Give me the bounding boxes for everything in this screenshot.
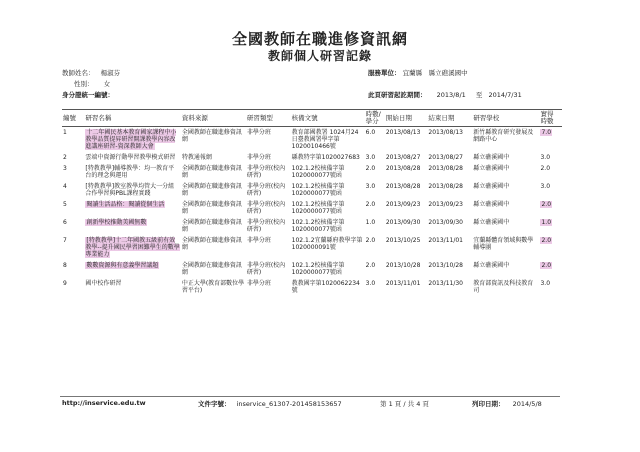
footer-page-mid: 頁 / 共 (394, 400, 415, 408)
footer-docno-value: inservice_61307-201458153657 (236, 400, 342, 408)
cell-start (385, 152, 428, 163)
cell-school (472, 199, 539, 217)
cell-start (385, 235, 428, 260)
cell-school (472, 127, 539, 153)
cell-name-text: 閱讀生活品格：閱讀從個生活 (86, 201, 165, 208)
cell-name (84, 235, 180, 260)
cell-source (181, 163, 246, 181)
cell-school-text: 縣立礁溪國中 (473, 154, 510, 161)
table-row (62, 217, 562, 235)
cell-source (181, 278, 246, 296)
cell-start-text: 2013/09/30 (385, 219, 421, 226)
cell-name-text: [特教教學]輔導教學：均一教育平台的理念與運用 (85, 165, 175, 179)
table-row (62, 199, 562, 217)
cell-source-text: 全國教師在職進修資訊網 (181, 165, 242, 179)
cell-source (181, 235, 246, 260)
cell-doc-text: 102.1.2校核備字第1020000077號函 (291, 183, 345, 197)
cell-hours-text: 3.0 (365, 154, 376, 161)
cell-school-text: 縣立礁溪國中 (473, 219, 510, 226)
footer-page-prefix: 第 (380, 400, 387, 408)
cell-school-text: 縣立礁溪國中 (473, 201, 510, 208)
cell-hours (365, 181, 385, 199)
header-actual-bottom: 時數 (540, 117, 554, 125)
cell-end (427, 127, 472, 153)
cell-doc (291, 152, 365, 163)
cell-doc-text: 102.1.2校核備字第1020000077號函 (291, 262, 345, 276)
table-row (62, 260, 562, 278)
cell-doc (291, 127, 365, 153)
cell-hours-text: 6.0 (365, 129, 376, 136)
cell-source (181, 152, 246, 163)
gender-value: 女 (103, 80, 111, 88)
cell-start (385, 127, 428, 153)
cell-end (427, 235, 472, 260)
cell-start (385, 260, 428, 278)
cell-start-text: 2013/08/13 (385, 129, 421, 136)
cell-start-text: 2013/10/28 (385, 262, 421, 269)
training-records-table (62, 109, 562, 296)
cell-hours (365, 163, 385, 181)
cell-doc (291, 235, 365, 260)
cell-no (62, 278, 84, 296)
footer-print (472, 399, 542, 408)
cell-end-text: 2013/11/30 (428, 280, 463, 287)
cell-name (84, 260, 180, 278)
cell-source-text: 全國教師在職進修資訊網 (181, 262, 242, 276)
cell-hours (365, 217, 385, 235)
cell-start-text: 2013/08/28 (385, 165, 421, 172)
cell-hours-text: 3.0 (365, 183, 376, 190)
cell-start-text: 2013/09/23 (385, 201, 421, 208)
cell-name-text: 國中校作研習 (85, 280, 122, 287)
cell-type (246, 127, 291, 153)
cell-hours (365, 127, 385, 153)
cell-type (246, 199, 291, 217)
cell-end (427, 152, 472, 163)
cell-no (62, 127, 84, 153)
cell-hours-text: 2.0 (365, 237, 376, 244)
cell-hours-text: 2.0 (365, 262, 376, 269)
cell-no (62, 260, 84, 278)
footer-page (380, 399, 429, 408)
cell-actual-text: 2.0 (541, 237, 552, 244)
document-title: 全國教師在職進修資訊網 (231, 30, 408, 48)
cell-school-text: 縣立礁溪國中 (473, 165, 510, 172)
cell-no-text: 7 (63, 237, 67, 244)
cell-doc (291, 199, 365, 217)
cell-end-text: 2013/08/28 (428, 183, 463, 190)
cell-no-text: 6 (63, 219, 67, 226)
footer-page-current: 1 (388, 400, 393, 408)
cell-no (62, 163, 84, 181)
cell-actual-text: 2.0 (540, 165, 551, 172)
header-no: 編號 (62, 110, 84, 127)
teacher-name (62, 68, 120, 77)
cell-name (84, 181, 180, 199)
table-row (62, 163, 562, 181)
cell-name-text: 數數資源與有意義學習議題 (86, 262, 159, 269)
service-unit-value: 宜蘭縣 縣立礁溪國中 (402, 69, 468, 77)
cell-start-text: 2013/10/25 (385, 237, 421, 244)
table-row (62, 235, 562, 260)
period (368, 90, 522, 99)
table-row (62, 152, 562, 163)
service-unit-label: 服務單位： (368, 69, 401, 77)
cell-school-text: 縣立礁溪國中 (473, 262, 510, 269)
cell-doc (291, 217, 365, 235)
cell-hours (365, 152, 385, 163)
cell-doc-text: 教育部國教署 1024月24日臺教國署學字第1020010466號 (291, 129, 359, 150)
cell-school-text: 宜蘭縣體育領域與數學輔導團 (473, 237, 534, 251)
cell-source (181, 181, 246, 199)
footer-print-date: 2014/5/8 (512, 400, 542, 408)
teacher-name-label: 教師姓名： (62, 69, 95, 77)
cell-actual (539, 278, 562, 296)
cell-name (84, 127, 180, 153)
cell-name-text: 雲端中資源行動學習教學模式研習 (85, 154, 176, 161)
cell-name-text: 十二年國民基本教育國家課程中小教學品質提昇研習開課教學內容改進講座研習-資深教師大會 (85, 129, 177, 150)
cell-start-text: 2013/11/01 (385, 280, 421, 287)
cell-doc-text: 教教國字第1020062234號 (291, 280, 360, 294)
cell-actual (539, 181, 562, 199)
cell-end-text: 2013/08/28 (428, 165, 463, 172)
gender-label: 性別： (74, 80, 94, 88)
cell-school (472, 278, 539, 296)
cell-end-text: 2013/09/23 (428, 201, 463, 208)
table-row (62, 278, 562, 296)
cell-school-text: 教育部資訊及科技教育司 (473, 280, 534, 294)
cell-actual-text: 3.0 (540, 280, 551, 287)
cell-name-text: [特教教學]教室教學均管大一分組合作學習與PBL課程實踐 (85, 183, 175, 197)
cell-start (385, 181, 428, 199)
header-end: 結束日期 (427, 110, 472, 127)
cell-doc (291, 181, 365, 199)
cell-actual (539, 152, 562, 163)
cell-hours (365, 235, 385, 260)
cell-end-text: 2013/10/28 (428, 262, 463, 269)
cell-school-text: 縣立礁溪國中 (473, 183, 510, 190)
header-type: 研習類型 (246, 110, 291, 127)
cell-source-text: 全國教師在職進修資訊網 (181, 201, 242, 215)
cell-type (246, 163, 291, 181)
cell-actual-text: 2.0 (541, 201, 552, 208)
cell-hours (365, 199, 385, 217)
cell-type (246, 217, 291, 235)
cell-hours-text: 3.0 (365, 280, 376, 287)
cell-type-text: 非學分班(校內研習) (246, 165, 286, 179)
id-number-label: 身分證統一編號： (62, 91, 114, 99)
footer-url: http://inservice.edu.tw (62, 399, 146, 407)
teacher-name-value: 楊淑芬 (100, 69, 121, 77)
cell-type-text: 非學分班 (246, 280, 271, 287)
cell-type-text: 非學分班(校內研習) (246, 262, 286, 276)
cell-type-text: 非學分班 (246, 129, 271, 136)
cell-doc (291, 163, 365, 181)
header-name: 研習名稱 (84, 110, 180, 127)
cell-source (181, 199, 246, 217)
footer-print-label: 列印日期： (472, 400, 505, 408)
header-hours-bottom: 學分 (365, 117, 379, 125)
cell-hours (365, 278, 385, 296)
cell-source-text: 全國教師在職進修資訊網 (181, 237, 242, 251)
footer-page-total: 4 (416, 400, 421, 408)
cell-source-text: 特教通報網 (181, 154, 212, 161)
table-row (62, 127, 562, 153)
cell-name (84, 152, 180, 163)
cell-no (62, 217, 84, 235)
cell-end (427, 278, 472, 296)
cell-no-text: 4 (63, 183, 67, 190)
cell-actual (539, 217, 562, 235)
cell-actual (539, 199, 562, 217)
header-actual-top: 實得 (540, 110, 554, 118)
id-number (62, 90, 114, 99)
cell-type-text: 非學分班 (246, 154, 271, 161)
cell-actual-text: 7.0 (541, 129, 552, 136)
footer-docno (198, 399, 342, 408)
cell-name (84, 278, 180, 296)
cell-start (385, 199, 428, 217)
period-to: 至 (475, 91, 483, 99)
cell-no-text: 3 (63, 165, 67, 172)
cell-doc-text: 102.1.2校核備字第1020000077號函 (291, 165, 345, 179)
cell-hours (365, 260, 385, 278)
cell-school (472, 152, 539, 163)
cell-hours-text: 2.0 (365, 201, 376, 208)
cell-end-text: 2013/09/30 (428, 219, 463, 226)
table-header-row (62, 110, 562, 127)
cell-doc-text: 102.1.2校核備字第1020000077號函 (291, 219, 345, 233)
cell-end-text: 2013/08/13 (428, 129, 463, 136)
cell-source-text: 全國教師在職進修資訊網 (181, 129, 242, 143)
cell-end (427, 163, 472, 181)
cell-name (84, 163, 180, 181)
cell-actual (539, 127, 562, 153)
cell-start (385, 278, 428, 296)
cell-name-text: [特教教學]十二年國教五級前有效教學--提升國民學習困難學生的數學專業能力 (85, 237, 180, 258)
cell-actual-text: 3.0 (540, 183, 551, 190)
cell-hours-text: 2.0 (365, 165, 376, 172)
cell-actual-text: 3.0 (540, 154, 551, 161)
header-hours-top: 時數/ (365, 110, 381, 118)
cell-school-text: 新竹縣教育研究發展及網路中心 (473, 129, 534, 143)
cell-school (472, 163, 539, 181)
cell-end (427, 199, 472, 217)
cell-source (181, 260, 246, 278)
cell-no (62, 199, 84, 217)
cell-school (472, 235, 539, 260)
document-subtitle: 教師個人研習記錄 (267, 49, 372, 63)
cell-source-text: 全國教師在職進修資訊網 (181, 183, 242, 197)
cell-type-text: 非學分班(校內研習) (246, 201, 286, 215)
cell-start-text: 2013/08/27 (385, 154, 421, 161)
cell-no-text: 8 (63, 262, 67, 269)
period-label: 此頁研習起訖期間： (368, 91, 427, 99)
cell-no (62, 235, 84, 260)
cell-start (385, 163, 428, 181)
cell-source-text: 全國教師在職進修資訊網 (181, 219, 242, 233)
period-end: 2014/7/31 (488, 91, 522, 99)
cell-no (62, 181, 84, 199)
cell-actual-text: 1.0 (541, 219, 552, 226)
service-unit (368, 68, 468, 77)
cell-actual (539, 163, 562, 181)
cell-end-text: 2013/08/27 (428, 154, 463, 161)
cell-hours-text: 1.0 (365, 219, 376, 226)
cell-type (246, 260, 291, 278)
cell-end-text: 2013/11/01 (428, 237, 463, 244)
header-hours (365, 110, 385, 127)
footer-docno-label: 文件字號： (198, 400, 231, 408)
cell-type (246, 235, 291, 260)
cell-end (427, 181, 472, 199)
footer-divider (60, 396, 560, 397)
cell-name-text: 創新學校推動美國無數 (86, 219, 147, 226)
footer-page-suffix: 頁 (422, 400, 429, 408)
cell-doc (291, 278, 365, 296)
cell-source (181, 217, 246, 235)
table-row (62, 181, 562, 199)
cell-type (246, 152, 291, 163)
cell-type-text: 非學分班 (246, 237, 271, 244)
cell-school (472, 181, 539, 199)
cell-no-text: 9 (63, 280, 67, 287)
gender (74, 79, 110, 88)
cell-type-text: 非學分班(校內研習) (246, 219, 286, 233)
cell-doc-text: 102.1.2校核備字第1020000077號函 (291, 201, 345, 215)
cell-end (427, 217, 472, 235)
cell-school (472, 260, 539, 278)
header-start: 開始日期 (385, 110, 428, 127)
cell-name (84, 199, 180, 217)
cell-doc-text: 102.1.2宜蘭縣府教學字第1020000091號 (291, 237, 363, 251)
cell-type-text: 非學分班(校內研習) (246, 183, 286, 197)
cell-actual-text: 2.0 (541, 262, 552, 269)
cell-start-text: 2013/08/28 (385, 183, 421, 190)
cell-school (472, 217, 539, 235)
cell-source-text: 中正大學(教育部數位學習平台) (181, 280, 245, 294)
cell-doc (291, 260, 365, 278)
cell-type (246, 181, 291, 199)
cell-start (385, 217, 428, 235)
cell-name (84, 217, 180, 235)
cell-no-text: 2 (63, 154, 67, 161)
cell-actual (539, 235, 562, 260)
header-actual (539, 110, 562, 127)
cell-no-text: 5 (63, 201, 67, 208)
header-source: 資料來源 (181, 110, 246, 127)
cell-no (62, 152, 84, 163)
cell-doc-text: 縣教特字第1020027683 (291, 154, 360, 161)
cell-actual (539, 260, 562, 278)
cell-end (427, 260, 472, 278)
header-school: 研習學校 (472, 110, 539, 127)
cell-no-text: 1 (63, 129, 67, 136)
cell-type (246, 278, 291, 296)
period-start: 2013/8/1 (436, 91, 466, 99)
header-doc: 核備文號 (291, 110, 365, 127)
cell-source (181, 127, 246, 153)
